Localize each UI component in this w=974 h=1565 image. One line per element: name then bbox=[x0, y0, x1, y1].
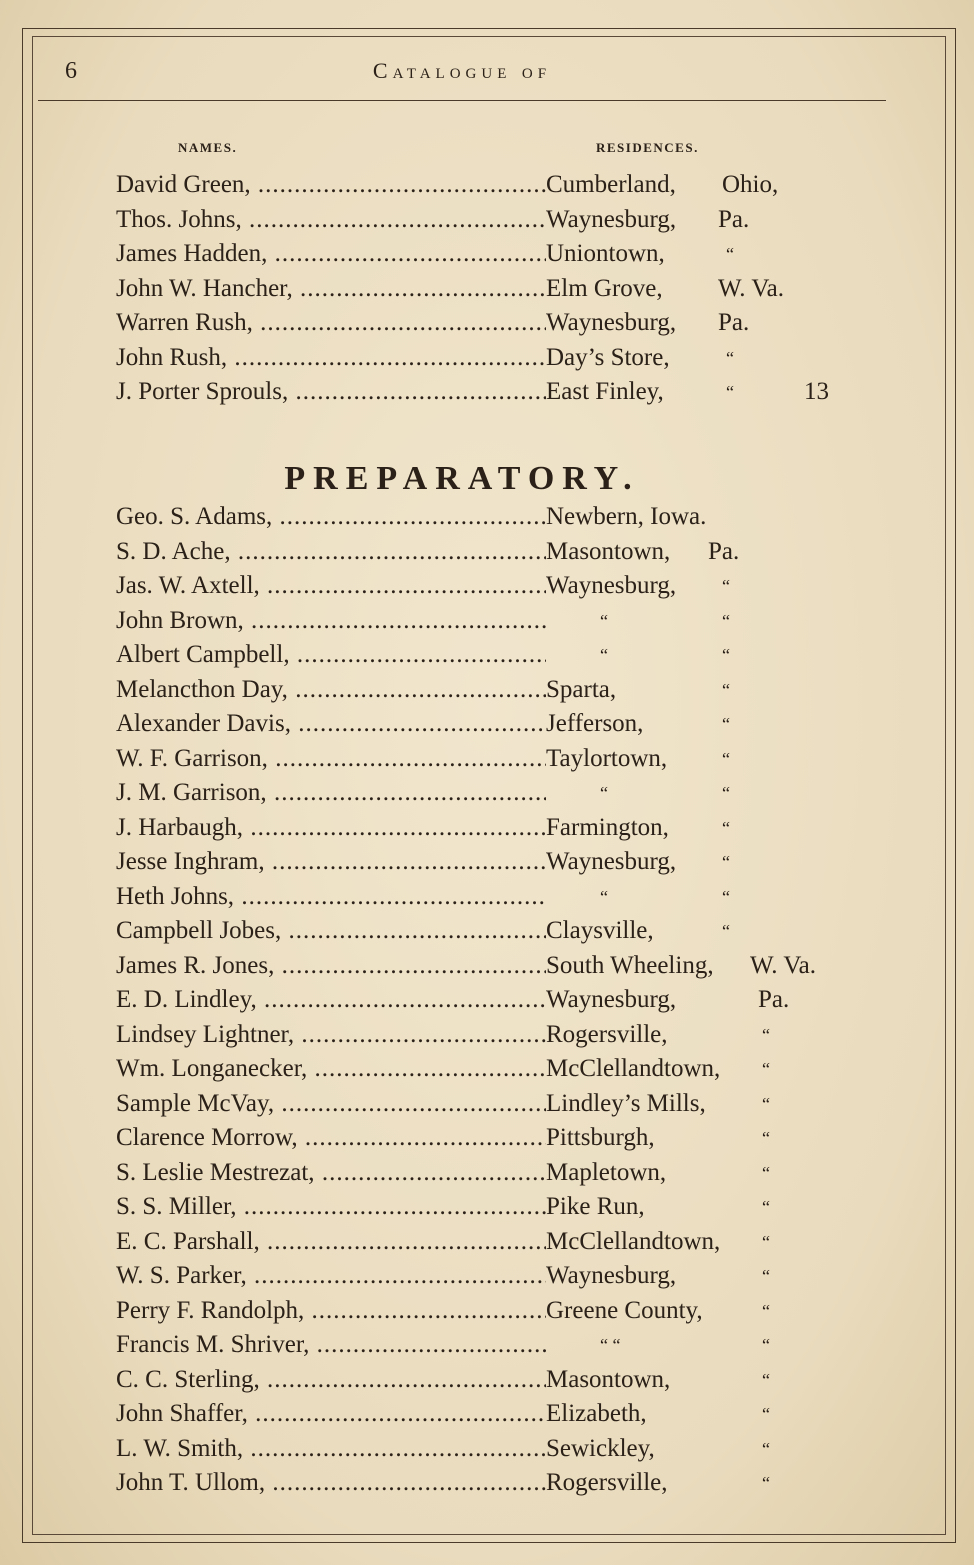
residence-place: Rogersville, bbox=[546, 1469, 668, 1496]
residence-place: Pittsburgh, bbox=[546, 1124, 655, 1151]
residence-place: Rogersville, bbox=[546, 1020, 668, 1048]
running-head: Catalogue of bbox=[372, 58, 552, 83]
residence-state: “ bbox=[762, 1300, 770, 1321]
list-item bbox=[0, 168, 974, 203]
residence-state: “ bbox=[762, 1335, 770, 1355]
residence-place: Masontown, bbox=[546, 1365, 671, 1393]
residence-place: Waynesburg, bbox=[546, 986, 677, 1013]
student-name bbox=[116, 1328, 546, 1363]
student-name bbox=[116, 1397, 546, 1432]
list-item bbox=[0, 983, 974, 1018]
residence-place: Lindley’s Mills, bbox=[546, 1089, 706, 1117]
residence-place: East Finley, bbox=[546, 378, 664, 405]
residence-state: Pa. bbox=[718, 309, 750, 336]
student-name-text: John Shaffer, bbox=[116, 1400, 248, 1427]
student-name-text: J. Porter Sprouls, bbox=[116, 378, 289, 405]
student-name-text: Albert Campbell, bbox=[116, 641, 290, 668]
list-item bbox=[0, 500, 974, 535]
residence-state: “ bbox=[722, 679, 730, 700]
student-name bbox=[116, 1432, 546, 1467]
residence-place: Taylortown, bbox=[546, 744, 668, 772]
row-count: 13 bbox=[804, 378, 829, 405]
residence-state: W. Va. bbox=[750, 951, 816, 979]
student-name bbox=[116, 845, 546, 880]
student-name-text: Lindsey Lightner, bbox=[116, 1020, 295, 1048]
residence-place: Elizabeth, bbox=[546, 1400, 647, 1427]
residence-place: Uniontown, bbox=[546, 240, 665, 267]
student-name-text: James R. Jones, bbox=[116, 951, 275, 979]
residence-place: McClellandtown, bbox=[546, 1227, 721, 1255]
list-item bbox=[0, 707, 974, 742]
student-name-text: Perry F. Randolph, bbox=[116, 1296, 305, 1324]
list-item bbox=[0, 1259, 974, 1294]
residence-place: Waynesburg, bbox=[546, 309, 677, 336]
residence-place: “ bbox=[600, 645, 608, 665]
residence-place: “ bbox=[600, 610, 608, 631]
residence-state: “ bbox=[726, 244, 734, 264]
residence-place: Pike Run, bbox=[546, 1193, 645, 1220]
residence-state: W. Va. bbox=[718, 274, 784, 302]
list-item bbox=[0, 604, 974, 639]
student-name bbox=[116, 306, 546, 341]
student-name-text: E. C. Parshall, bbox=[116, 1227, 260, 1255]
student-name-text: S. Leslie Mestrezat, bbox=[116, 1158, 315, 1186]
student-name bbox=[116, 1190, 546, 1225]
student-name-text: John Rush, bbox=[116, 343, 228, 371]
student-name-text: E. D. Lindley, bbox=[116, 986, 257, 1013]
student-name-text: S. S. Miller, bbox=[116, 1193, 237, 1220]
student-name bbox=[116, 1018, 546, 1053]
student-name bbox=[116, 604, 546, 639]
residence-state: Pa. bbox=[718, 205, 750, 233]
residence-place: Elm Grove, bbox=[546, 274, 663, 302]
list-item bbox=[0, 1052, 974, 1087]
student-name-text: David Green, bbox=[116, 171, 251, 198]
residence-place: South Wheeling, bbox=[546, 951, 714, 979]
student-name-text: John T. Ullom, bbox=[116, 1469, 266, 1496]
residence-state: “ bbox=[762, 1438, 770, 1459]
preparatory-list bbox=[0, 500, 974, 1501]
residence-state: “ bbox=[762, 1369, 770, 1390]
list-item bbox=[0, 776, 974, 811]
student-name bbox=[116, 1259, 546, 1294]
residence-place: Jefferson, bbox=[546, 710, 644, 737]
residence-state: “ bbox=[722, 645, 730, 665]
student-name bbox=[116, 1087, 546, 1122]
student-name-text: Wm. Longanecker, bbox=[116, 1055, 308, 1082]
residence-place: Sewickley, bbox=[546, 1434, 655, 1462]
residence-state: “ bbox=[762, 1024, 770, 1045]
list-item bbox=[0, 880, 974, 915]
student-name bbox=[116, 673, 546, 708]
residence-state: Ohio, bbox=[722, 171, 779, 198]
student-name bbox=[116, 742, 546, 777]
student-name bbox=[116, 1363, 546, 1398]
list-item bbox=[0, 811, 974, 846]
residence-state: “ bbox=[762, 1473, 770, 1493]
student-name-text: Geo. S. Adams, bbox=[116, 503, 273, 530]
student-name-text: Thos. Johns, bbox=[116, 205, 242, 233]
residence-place: Claysville, bbox=[546, 917, 654, 944]
residence-state: “ bbox=[762, 1231, 770, 1252]
list-item bbox=[0, 638, 974, 673]
residence-state: “ bbox=[762, 1404, 770, 1424]
student-name-text: Sample McVay, bbox=[116, 1089, 275, 1117]
residence-place: Waynesburg, bbox=[546, 205, 677, 233]
student-name-text: C. C. Sterling, bbox=[116, 1365, 260, 1393]
list-item bbox=[0, 673, 974, 708]
list-item bbox=[0, 535, 974, 570]
list-item bbox=[0, 1432, 974, 1467]
list-item bbox=[0, 306, 974, 341]
list-item bbox=[0, 272, 974, 307]
residence-state: “ bbox=[722, 714, 730, 734]
residence-place: “ bbox=[600, 886, 608, 907]
student-name bbox=[116, 707, 546, 742]
list-item bbox=[0, 1328, 974, 1363]
list-item bbox=[0, 1121, 974, 1156]
student-name bbox=[116, 168, 546, 203]
student-name bbox=[116, 880, 546, 915]
list-item bbox=[0, 1225, 974, 1260]
residence-place: “ bbox=[600, 783, 608, 803]
list-item bbox=[0, 845, 974, 880]
names-column-heading: NAMES. bbox=[178, 140, 238, 155]
student-name-text: Jas. W. Axtell, bbox=[116, 572, 260, 599]
residence-state: Pa. bbox=[758, 986, 790, 1013]
list-item bbox=[0, 1294, 974, 1329]
residence-place: Sparta, bbox=[546, 675, 617, 703]
residence-state: “ bbox=[726, 347, 734, 368]
residence-state: Pa. bbox=[708, 537, 740, 565]
residence-place: Waynesburg, bbox=[546, 572, 677, 599]
residence-state: “ bbox=[722, 783, 730, 803]
student-name-text: Heth Johns, bbox=[116, 882, 235, 910]
student-name bbox=[116, 638, 546, 673]
student-name bbox=[116, 341, 546, 376]
students-list bbox=[0, 168, 974, 410]
residence-state: “ bbox=[762, 1093, 770, 1114]
student-name-text: John W. Hancher, bbox=[116, 274, 293, 302]
student-name-text: Francis M. Shriver, bbox=[116, 1331, 310, 1358]
student-name-text: Alexander Davis, bbox=[116, 710, 291, 737]
residence-state: “ bbox=[726, 382, 734, 402]
residence-place: “ “ bbox=[600, 1335, 621, 1355]
residence-state: “ bbox=[762, 1059, 770, 1079]
residences-column-heading: RESIDENCES. bbox=[596, 140, 699, 155]
list-item bbox=[0, 203, 974, 238]
header-rule bbox=[38, 100, 886, 101]
list-item bbox=[0, 1466, 974, 1501]
residence-state: “ bbox=[762, 1162, 770, 1183]
student-name-text: Clarence Morrow, bbox=[116, 1124, 298, 1151]
residence-place: Waynesburg, bbox=[546, 848, 677, 875]
list-item bbox=[0, 742, 974, 777]
student-name bbox=[116, 983, 546, 1018]
residence-state: “ bbox=[722, 576, 730, 596]
residence-state: “ bbox=[722, 748, 730, 769]
list-item bbox=[0, 237, 974, 272]
student-name bbox=[116, 1052, 546, 1087]
residence-place: Waynesburg, bbox=[546, 1262, 677, 1289]
residence-place: Mapletown, bbox=[546, 1158, 667, 1186]
residence-place: Cumberland, bbox=[546, 171, 676, 198]
student-name-text: James Hadden, bbox=[116, 240, 268, 267]
student-name bbox=[116, 1156, 546, 1191]
student-name-text: W. F. Garrison, bbox=[116, 744, 268, 772]
list-item bbox=[0, 1190, 974, 1225]
student-name-text: J. M. Garrison, bbox=[116, 779, 267, 806]
student-name bbox=[116, 237, 546, 272]
student-name bbox=[116, 375, 546, 410]
list-item bbox=[0, 341, 974, 376]
list-item bbox=[0, 1156, 974, 1191]
residence-place: Farmington, bbox=[546, 813, 669, 841]
residence-state: “ bbox=[722, 886, 730, 907]
student-name bbox=[116, 203, 546, 238]
student-name bbox=[116, 535, 546, 570]
student-name-text: J. Harbaugh, bbox=[116, 813, 244, 841]
page-number: 6 bbox=[65, 58, 77, 84]
list-item bbox=[0, 1397, 974, 1432]
student-name-text: Jesse Inghram, bbox=[116, 848, 265, 875]
student-name-text: W. S. Parker, bbox=[116, 1262, 247, 1289]
list-item bbox=[0, 569, 974, 604]
list-item bbox=[0, 1363, 974, 1398]
list-item bbox=[0, 914, 974, 949]
student-name bbox=[116, 1294, 546, 1329]
list-item bbox=[0, 949, 974, 984]
residence-place: Newbern, Iowa. bbox=[546, 503, 707, 530]
student-name bbox=[116, 1466, 546, 1501]
student-name bbox=[116, 1225, 546, 1260]
residence-place: Masontown, bbox=[546, 537, 671, 565]
student-name-text: Melancthon Day, bbox=[116, 675, 288, 703]
student-name bbox=[116, 914, 546, 949]
list-item bbox=[0, 375, 974, 410]
list-item bbox=[0, 1087, 974, 1122]
student-name-text: L. W. Smith, bbox=[116, 1434, 244, 1462]
residence-state: “ bbox=[762, 1128, 770, 1148]
student-name bbox=[116, 500, 546, 535]
residence-state: “ bbox=[722, 921, 730, 941]
residence-state: “ bbox=[762, 1266, 770, 1286]
residence-state: “ bbox=[722, 817, 730, 838]
student-name bbox=[116, 811, 546, 846]
list-item bbox=[0, 1018, 974, 1053]
student-name-text: Warren Rush, bbox=[116, 309, 253, 336]
student-name bbox=[116, 1121, 546, 1156]
residence-state: “ bbox=[722, 610, 730, 631]
student-name-text: Campbell Jobes, bbox=[116, 917, 282, 944]
student-name-text: S. D. Ache, bbox=[116, 537, 231, 565]
student-name-text: John Brown, bbox=[116, 606, 244, 634]
residence-place: Day’s Store, bbox=[546, 343, 670, 371]
residence-state: “ bbox=[722, 852, 730, 872]
residence-state: “ bbox=[762, 1197, 770, 1217]
residence-place: Greene County, bbox=[546, 1296, 703, 1324]
student-name bbox=[116, 272, 546, 307]
student-name bbox=[116, 569, 546, 604]
student-name bbox=[116, 949, 546, 984]
student-name bbox=[116, 776, 546, 811]
residence-place: McClellandtown, bbox=[546, 1055, 721, 1082]
preparatory-heading: PREPARATORY. bbox=[284, 460, 640, 497]
